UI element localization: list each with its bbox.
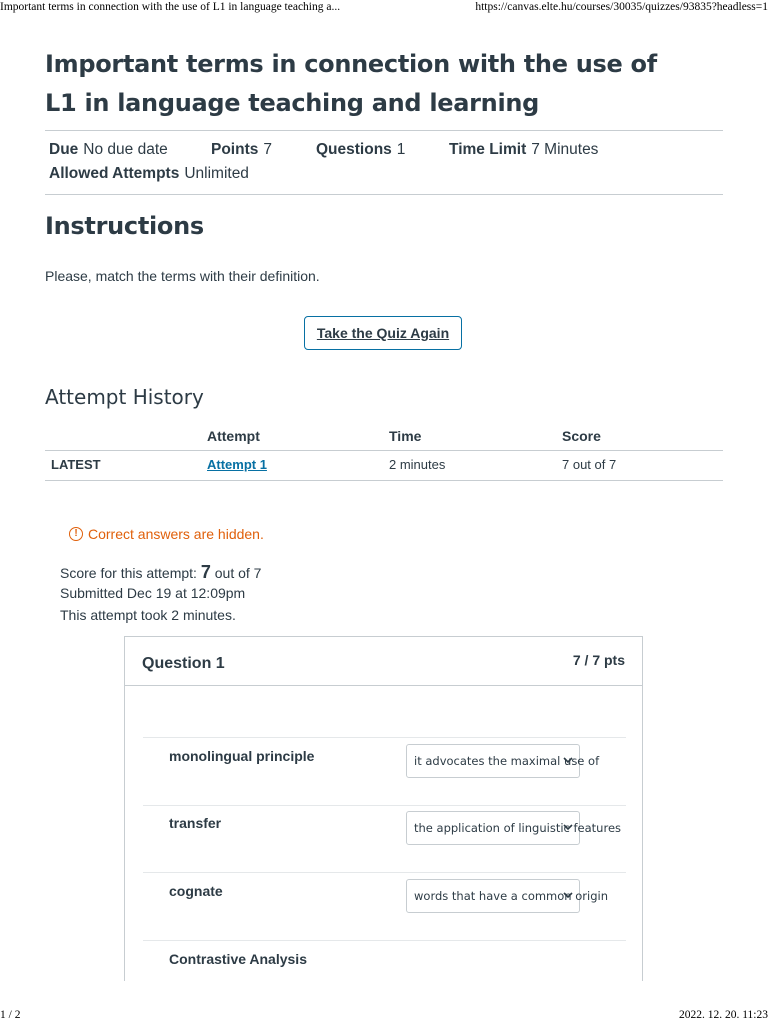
table-bottom-divider [45, 480, 723, 481]
meta-time-limit-value: 7 Minutes [531, 141, 599, 158]
match-select-1-value: it advocates the maximal use of [414, 754, 600, 768]
meta-questions-value: 1 [396, 141, 406, 158]
chevron-down-icon [563, 754, 573, 766]
chevron-down-icon [563, 821, 573, 833]
divider-top [45, 130, 723, 131]
question-card [124, 636, 643, 981]
match-divider [143, 872, 626, 873]
match-select-3[interactable] [406, 879, 608, 913]
print-header [0, 1, 768, 17]
score-prefix: Score for this attempt: [60, 565, 197, 581]
meta-due-label: Due [49, 141, 79, 158]
match-select-3-value: words that have a common origin [414, 889, 608, 903]
instructions-heading: Instructions [45, 212, 204, 240]
meta-time-limit [449, 141, 598, 159]
match-select-2-value: the application of linguistic features [414, 821, 622, 835]
match-term-4: Contrastive Analysis [169, 951, 307, 967]
instructions-text: Please, match the terms with their definition. [45, 268, 320, 284]
chevron-down-icon [563, 889, 573, 901]
meta-points-label: Points [211, 141, 259, 158]
match-term-2: transfer [169, 815, 222, 831]
question-points: 7 / 7 pts [572, 652, 625, 668]
match-select-1[interactable] [406, 744, 600, 778]
print-footer [0, 1009, 768, 1025]
duration-line: This attempt took 2 minutes. [60, 607, 236, 623]
score-suffix: out of 7 [214, 565, 262, 581]
print-header-title: Important terms in connection with the use of L1 in language teaching a... [0, 1, 341, 13]
score-line [60, 562, 261, 583]
meta-time-limit-label: Time Limit [449, 141, 527, 158]
divider-meta [45, 194, 723, 195]
match-divider [143, 805, 626, 806]
question-header [125, 637, 642, 686]
column-header-score: Score [562, 428, 601, 444]
correct-answers-hidden-notice [69, 526, 264, 542]
meta-questions-label: Questions [316, 141, 392, 158]
meta-questions [316, 141, 405, 159]
match-select-2[interactable] [406, 811, 622, 845]
attempt-1-link[interactable]: Attempt 1 [207, 457, 267, 472]
notice-text: Correct answers are hidden. [88, 526, 264, 542]
meta-attempts-value: Unlimited [184, 165, 249, 182]
match-divider [143, 940, 626, 941]
meta-attempts-label: Allowed Attempts [49, 165, 180, 182]
match-term-1: monolingual principle [169, 748, 315, 764]
row-label-latest: LATEST [51, 457, 101, 472]
score-value: 7 [200, 562, 211, 582]
meta-points-value: 7 [263, 141, 272, 158]
print-footer-timestamp: 2022. 12. 20. 11:23 [678, 1009, 768, 1021]
print-footer-page: 1 / 2 [0, 1009, 21, 1021]
column-header-attempt: Attempt [207, 428, 260, 444]
meta-due [49, 141, 168, 159]
print-header-url: https://canvas.elte.hu/courses/30035/quizzes/93835?headless=1 [475, 1, 768, 13]
row-score: 7 out of 7 [562, 457, 617, 472]
meta-points [211, 141, 272, 159]
question-title: Question 1 [142, 655, 225, 672]
attempt-history-heading: Attempt History [45, 385, 204, 409]
meta-allowed-attempts [49, 165, 249, 183]
match-divider [143, 737, 626, 738]
page-title: Important terms in connection with the use of L1 in language teaching and learning [45, 50, 657, 117]
column-header-time: Time [389, 428, 422, 444]
table-header-divider [45, 450, 723, 451]
match-term-3: cognate [169, 883, 223, 899]
take-quiz-again-button[interactable]: Take the Quiz Again [304, 316, 462, 350]
meta-due-value: No due date [83, 141, 168, 158]
warning-icon: ! [69, 527, 83, 541]
row-time: 2 minutes [389, 457, 446, 472]
submitted-line: Submitted Dec 19 at 12:09pm [60, 585, 246, 601]
